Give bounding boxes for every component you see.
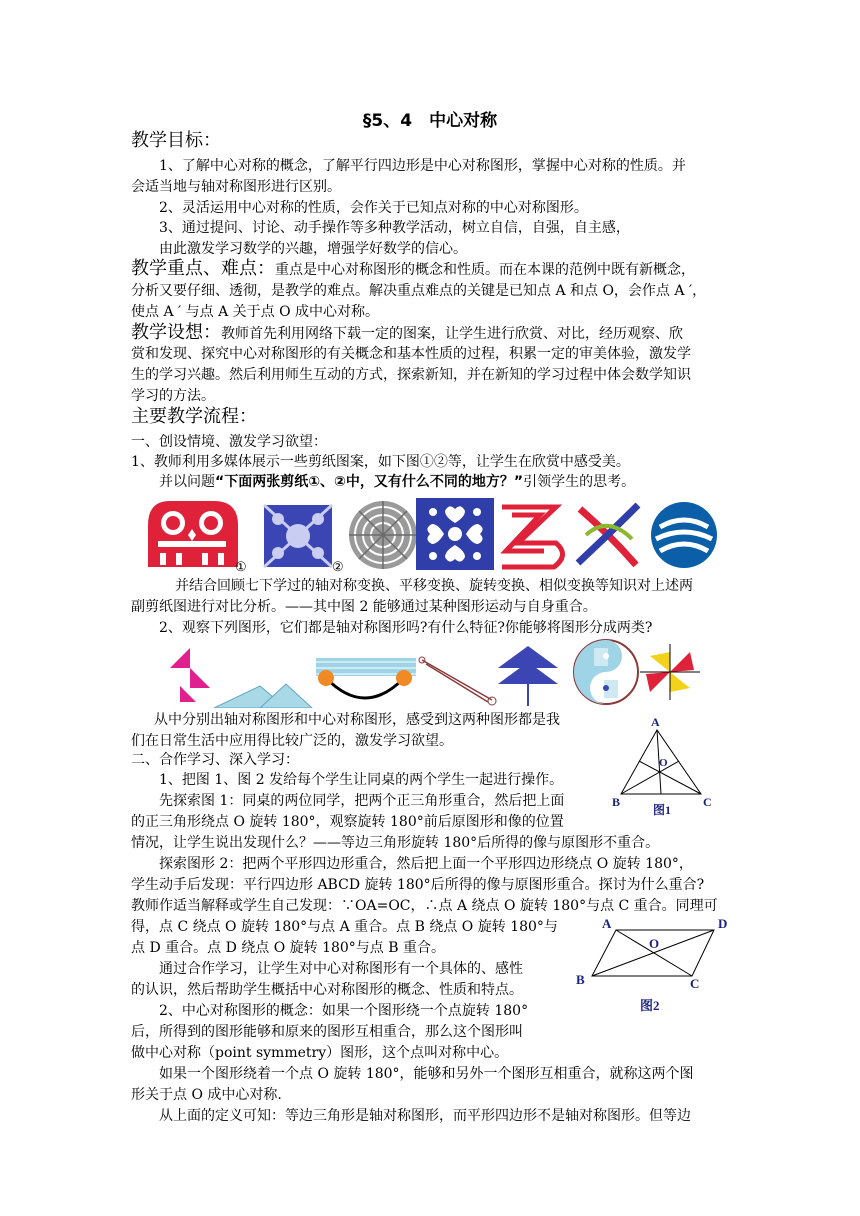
bridge-arc-shape <box>316 658 416 698</box>
goal-3-line-b: 由此激发学习数学的兴趣，增强学好数学的信心。 <box>159 241 467 257</box>
cooperate-4-line-b: 的认识，然后帮助学生概括中心对称图形的概念、性质和特点。 <box>131 982 523 998</box>
paragraph-3-line-a: 从中分别出轴对称图形和中心对称图形，感受到这两种图形都是我 <box>154 712 560 728</box>
blue-tree-shape <box>498 646 558 706</box>
section-1-question <box>159 473 635 492</box>
cooperate-2-line-b: 的正三角形绕点 O 旋转 180°，观察旋转 180°前后原图形和像的位置 <box>131 814 564 830</box>
heading-key-points: 教学重点、难点： <box>131 258 275 279</box>
question-bold: “下面两张剪纸①、②中，又有什么不同的地方？” <box>215 474 524 490</box>
heading-process: 主要教学流程： <box>131 406 257 427</box>
circle-logo-image <box>651 502 717 568</box>
colorful-x-logo-image <box>578 505 638 565</box>
paragraph-1-line-a: 并结合回顾七下学过的轴对称变换、平移变换、旋转变换、相似变换等知识对上述两 <box>175 578 693 594</box>
key-points-line-a <box>131 259 695 280</box>
definition-2-line-b: 形关于点 O 成中心对称. <box>131 1087 282 1103</box>
blue-triangles-shape <box>214 684 312 708</box>
cooperate-2-line-c: 情况，让学生说出发现什么？——等边三角形旋转 180°后所得的像与原图形不重合。 <box>131 835 660 851</box>
design-text-a: 教师首先利用网络下载一定的图案，让学生进行欣赏、对比，经历观察、欣 <box>221 326 683 342</box>
design-line-d: 学习的方法。 <box>131 388 215 404</box>
fig1-label-b: B <box>612 795 621 809</box>
shape-row-figures <box>160 638 720 708</box>
paragraph-3-line-b: 们在日常生活中应用得比较广泛的，激发学习欲望。 <box>131 733 453 749</box>
pinwheel-shape <box>640 644 700 700</box>
fig2-label-c: C <box>690 976 700 991</box>
design-line-a <box>131 323 683 344</box>
red-stripe-logo-image <box>502 507 563 567</box>
cooperate-4-line-a: 通过合作学习，让学生对中心对称图形有一个具体的、感性 <box>159 961 523 977</box>
paragraph-1-line-b: 副剪纸图进行对比分析。——其中图 2 能够通过某种图形运动与自身重合。 <box>131 599 597 615</box>
cooperate-3-line-d: 得，点 C 绕点 O 旋转 180°与点 A 重合。点 B 绕点 O 旋转 180°与 <box>131 919 558 935</box>
fig2-caption: 图2 <box>640 998 660 1013</box>
design-line-b: 赏和发现、探究中心对称图形的有关概念和基本性质的过程，积累一定的审美体验，激发学 <box>131 346 691 362</box>
question-post: 引领学生的思考。 <box>523 474 636 490</box>
fig2-label-b: B <box>576 972 585 987</box>
blue-square-paper-cut-image <box>264 505 332 567</box>
cooperate-3-line-b: 学生动手后发现：平行四边形 ABCD 旋转 180°后所得的像与原图形重合。探讨为什么重合? <box>131 877 705 893</box>
figure-1-triangle <box>608 714 718 818</box>
design-line-c: 生的学习兴趣。然后利用师生互动的方式，探索新知，并在新知的学习过程中体会数学知识 <box>131 367 691 383</box>
fig1-label-c: C <box>703 795 712 809</box>
red-paper-cut-image <box>146 499 238 567</box>
goal-1-line-a: 1、了解中心对称的概念，了解平行四边形是中心对称图形，掌握中心对称的性质。并 <box>159 158 686 174</box>
goal-3-line-a: 3、通过提问、讨论、动手操作等多种教学活动，树立自信，自强，自主感， <box>159 220 630 236</box>
cooperate-3-line-a: 探索图形 2：把两个平形四边形重合，然后把上面一个平形四边形绕点 O 旋转 180°， <box>159 856 693 872</box>
section-1-item-1: 1、教师利用多媒体展示一些剪纸图案，如下图①②等，让学生在欣赏中感受美。 <box>131 454 630 470</box>
fig1-label-o: O <box>659 757 668 769</box>
page-title: §5、4 中心对称 <box>362 111 498 131</box>
fig1-label-a: A <box>651 715 660 729</box>
section-2-heading: 二、合作学习、深入学习： <box>131 752 299 768</box>
key-points-line-c: 使点 A ′ 与点 A 关于点 O 成中心对称。 <box>131 304 380 320</box>
cooperate-2-line-a: 先探索图 1：同桌的两位同学，把两个正三角形重合，然后把上面 <box>159 793 565 809</box>
image-label-2: ② <box>332 560 344 575</box>
definition-line-a: 2、中心对称图形的概念：如果一个图形绕一个点旋转 180° <box>159 1003 529 1019</box>
grey-circle-knot-image <box>349 501 417 569</box>
blue-hearts-pattern-image <box>416 498 494 570</box>
section-1-heading: 一、创设情境、激发学习欲望： <box>131 434 327 450</box>
key-points-text-a: 重点是中心对称图形的概念和性质。而在本课的范例中既有新概念， <box>275 262 695 278</box>
fig2-label-d: D <box>718 916 728 931</box>
paragraph-2: 2、观察下列图形，它们都是轴对称图形吗?有什么特征?你能够将图形分成两类? <box>159 620 653 636</box>
image-label-1: ① <box>235 560 247 575</box>
fig1-caption: 图1 <box>653 803 672 817</box>
heading-goals: 教学目标： <box>131 130 221 151</box>
yin-yang-shape <box>574 640 638 704</box>
paper-cut-images <box>140 495 720 575</box>
goal-1-line-b: 会适当地与轴对称图形进行区别。 <box>131 179 341 195</box>
key-points-line-b: 分析又要仔细、透彻，是教学的难点。解决重点难点的关键是已知点 A 和点 O，会作点 A ′， <box>131 283 707 299</box>
definition-line-b: 后，所得到的图形能够和原来的图形互相重合，那么这个图形叫 <box>131 1024 523 1040</box>
heading-design: 教学设想： <box>131 322 221 343</box>
definition-line-c: 做中心对称（point symmetry）图形，这个点叫对称中心。 <box>131 1045 509 1061</box>
cooperate-3-line-e: 点 D 重合。点 D 绕点 O 旋转 180°与点 B 重合。 <box>131 940 445 956</box>
conclusion-line: 从上面的定义可知：等边三角形是轴对称图形，而平形四边形不是轴对称图形。但等边 <box>159 1108 691 1124</box>
cooperate-1: 1、把图 1、图 2 发给每个学生让同桌的两个学生一起进行操作。 <box>159 772 564 788</box>
definition-2-line-a: 如果一个图形绕着一个点 O 旋转 180°，能够和另外一个图形互相重合，就称这两个图 <box>159 1066 694 1082</box>
fig2-label-o: O <box>649 936 660 951</box>
figure-2-parallelogram <box>572 910 742 1020</box>
lever-shape <box>419 657 496 705</box>
cooperate-3-line-c: 教师作适当解释或学生自己发现：∵OA=OC，∴点 A 绕点 O 旋转 180°与点 C 重合。同理可 <box>131 898 718 914</box>
goal-2: 2、灵活运用中心对称的性质，会作关于已知点对称的中心对称图形。 <box>159 200 588 216</box>
magenta-pinwheel-shape <box>168 648 210 702</box>
fig2-label-a: A <box>602 916 612 931</box>
question-pre: 并以问题 <box>159 474 215 490</box>
